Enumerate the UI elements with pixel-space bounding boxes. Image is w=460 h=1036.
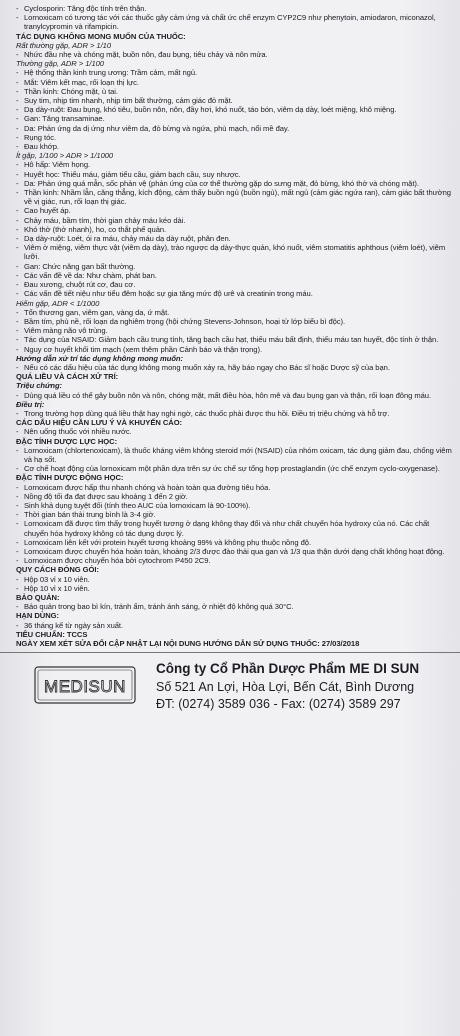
adr-uncommon-item: - Hô hấp: Viêm họng. [16,160,452,169]
adr-rare-item: - Bầm tím, phù nề, rối loạn da nghiêm trọng (hội chứng Stevens-Johnson, hoại tử lớp biểu bì độc). [16,317,452,326]
pharmacodynamics-item: - Lornoxicam (chlortenoxicam), là thuốc kháng viêm không steroid mới (NSAID) của nhóm oxicam, tác dụng giảm đau, chống viêm và hạ sốt. [16,446,452,464]
svg-text:MEDISUN: MEDISUN [44,677,126,697]
overdose-symptom-item: - Dùng quá liều có thể gây buồn nôn và nôn, chóng mặt, mất điều hòa, hôn mê và đau bụng gan và thận, rối loạn đông máu. [16,391,452,400]
adr-rare-label: Hiếm gặp, ADR < 1/1000 [16,298,100,308]
interaction-item: - Lornoxicam có tương tác với các thuốc gây cảm ứng và chất ức chế enzym CYP2C9 như phenytoin, amiodaron, miconazol, tranylcypromin và rifampicin. [16,13,452,31]
adr-common-item: - Dạ dày-ruột: Đau bụng, khó tiêu, buồn nôn, nôn, đầy hơi, khó nuốt, táo bón, viêm dạ dày, loét miệng, khô miệng. [16,105,452,114]
adr-uncommon-item: - Gan: Chức năng gan bất thường. [16,262,452,271]
pharmacokinetics-item: - Lornoxicam liên kết với protein huyết tương khoảng 99% và không phụ thuộc nồng độ. [16,538,452,547]
adr-uncommon-item: - Huyết học: Thiếu máu, giảm tiểu cầu, giảm bạch cầu, suy nhược. [16,170,452,179]
adr-uncommon-item: - Dạ dày-ruột: Loét, ói ra máu, chảy máu dạ dày ruột, phân đen. [16,234,452,243]
packaging-item: - Hộp 03 vỉ x 10 viên. [16,575,452,584]
adr-common-item: - Mắt: Viêm kết mạc, rối loạn thị lực. [16,78,452,87]
section-heading: QUÁ LIỀU VÀ CÁCH XỬ TRÍ: [16,372,119,382]
section-heading: ĐẶC TÍNH DƯỢC LỰC HỌC: [16,436,118,446]
company-footer [16,653,452,721]
adr-common-label: Thường gặp, ADR > 1/100 [16,59,104,69]
section-heading: ĐẶC TÍNH DƯỢC ĐỘNG HỌC: [16,473,124,483]
packaging-item: - Hộp 10 vỉ x 10 viên. [16,584,452,593]
adr-rare-item: - Nguy cơ huyết khối tim mạch (xem thêm phần Cảnh báo và thận trọng). [16,345,452,354]
section-heading: QUY CÁCH ĐÓNG GÓI: [16,565,99,575]
adr-uncommon-item: - Thần kinh: Nhầm lẫn, căng thẳng, kích động, cảm thấy buồn ngủ (buồn ngủ), mất ngủ (cảm giác ngứa ran), cảm giác bất thường về vị giác, run, rối loạn thị giác. [16,188,452,206]
adr-common-item: - Rụng tóc. [16,133,452,142]
storage-item: - Bảo quản trong bao bì kín, tránh ẩm, tránh ánh sáng, ở nhiệt độ không quá 30°C. [16,602,452,611]
adr-uncommon-item: - Da: Phản ứng quá mẫn, sốc phản vệ (phản ứng của cơ thể thường gặp do sưng mặt, đỏ bừng, khó thở và chóng mặt). [16,179,452,188]
adr-common-item: - Hệ thống thần kinh trung ương: Trầm cảm, mất ngủ. [16,68,452,77]
adr-guide-item: - Nếu có các dấu hiệu của tác dụng không mong muốn xảy ra, hãy báo ngay cho Bác sĩ hoặc Dược sỹ của bạn. [16,363,452,372]
pharmacokinetics-item: - Sinh khả dụng tuyệt đối (tính theo AUC của lornoxicam là 90-100%). [16,501,452,510]
section-heading: BẢO QUẢN: [16,593,60,602]
adr-uncommon-item: - Các vấn đề tiết niệu như tiểu đêm hoặc sự gia tăng mức độ urê và creatinin trong máu. [16,289,452,298]
shelf-life-item: - 36 tháng kể từ ngày sản xuất. [16,621,452,630]
company-address: Số 521 An Lợi, Hòa Lợi, Bến Cát, Bình Dương [156,680,415,695]
pharmacokinetics-item: - Nồng độ tối đa đạt được sau khoảng 1 đến 2 giờ. [16,492,452,501]
adr-rare-item: - Viêm màng não vô trùng. [16,326,452,335]
section-heading: HẠN DÙNG: [16,611,59,621]
leaflet-body [16,4,452,648]
interaction-item: - Cyclosporin: Tăng độc tính trên thận. [16,4,452,13]
adr-uncommon-item: - Khó thở (thở nhanh), ho, co thắt phế quản. [16,225,452,234]
company-phone: ĐT: (0274) 3589 036 - Fax: (0274) 3589 297 [156,697,401,712]
standard-line: TIÊU CHUẨN: TCCS [16,629,88,639]
adr-common-item: - Suy tim, nhịp tim nhanh, nhịp tim bất thường, cảm giác đỏ mặt. [16,96,452,105]
overdose-symptoms-label: Triệu chứng: [16,381,63,391]
adr-very-common-item: - Nhức đầu nhẹ và chóng mặt, buồn nôn, đau bụng, tiêu chảy và nôn mửa. [16,50,452,59]
pharmacokinetics-item: - Lornoxicam đã được tìm thấy trong huyết tương ở dạng không thay đổi và như chất chuyển hóa hydroxy của nó. Các chất chuyển hóa hydroxy không có tác dụng dược lý. [16,519,452,537]
adr-common-item: - Đau khớp. [16,142,452,151]
adr-uncommon-item: - Viêm ở miệng, viêm thực vật (viêm dạ dày), trào ngược dạ dày-thực quản, khó nuốt, viêm stomatitis aphthous (viêm loét), viêm lưỡi. [16,243,452,261]
adr-uncommon-item: - Các vấn đề về da: Như chàm, phát ban. [16,271,452,280]
adr-very-common-label: Rất thường gặp, ADR > 1/10 [16,40,111,50]
section-heading: CÁC DẤU HIỆU CẦN LƯU Ý VÀ KHUYẾN CÁO: [16,418,183,428]
adr-rare-item: - Tổn thương gan, viêm gan, vàng da, ứ mật. [16,308,452,317]
review-date: NGÀY XEM XÉT SỬA ĐỔI CẬP NHẬT LẠI NỘI DUNG HƯỚNG DẪN SỬ DỤNG THUỐC: 27/03/2018 [16,639,360,649]
pharmacokinetics-item: - Lornoxicam được chuyển hóa bởi cytochrom P450 2C9. [16,556,452,565]
section-heading: TÁC DỤNG KHÔNG MONG MUỐN CỦA THUỐC: [16,31,186,41]
overdose-treatment-label: Điều trị: [16,399,45,409]
pharmacodynamics-item: - Cơ chế hoạt động của lornoxicam một phần dựa trên sự ức chế sự tổng hợp prostaglandin (ức chế enzym cyclo-oxygenase). [16,464,452,473]
adr-uncommon-item: - Cao huyết áp. [16,206,452,215]
adr-guide-label: Hướng dẫn xử trí tác dụng không mong muốn: [16,353,183,363]
adr-common-item: - Thần kinh: Chóng mặt, ù tai. [16,87,452,96]
company-name: Công ty Cổ Phần Dược Phẩm ME DI SUN [156,661,420,677]
adr-uncommon-item: - Đau xương, chuột rút cơ, đau cơ. [16,280,452,289]
overdose-treatment-item: - Trong trường hợp dùng quá liều thật hay nghi ngờ, các thuốc phải được thu hồi. Điều trị triệu chứng và hỗ trợ. [16,409,452,418]
pharmacokinetics-item: - Thời gian bán thải trung bình là 3-4 giờ. [16,510,452,519]
adr-uncommon-item: - Chảy máu, bầm tím, thời gian chảy máu kéo dài. [16,216,452,225]
warnings-item: - Nên uống thuốc với nhiều nước. [16,427,452,436]
pharmacokinetics-item: - Lornoxicam được chuyển hóa hoàn toàn, khoảng 2/3 được đào thải qua gan và 1/3 qua thận dưới dạng chất không hoạt động. [16,547,452,556]
adr-common-item: - Da: Phản ứng da dị ứng như viêm da, đỏ bừng và ngứa, phù mạch, nổi mề đay. [16,124,452,133]
adr-uncommon-label: Ít gặp, 1/100 > ADR > 1/1000 [16,151,114,161]
pharmacokinetics-item: - Lornoxicam được hấp thu nhanh chóng và hoàn toàn qua đường tiêu hóa. [16,483,452,492]
adr-rare-item: - Tác dụng của NSAID: Giảm bạch cầu trung tính, tăng bạch cầu hạt, thiếu máu bất định, thiếu máu tan huyết, độc tính ở thận. [16,335,452,344]
adr-common-item: - Gan: Tăng transaminae. [16,114,452,123]
medisun-logo [34,663,136,707]
